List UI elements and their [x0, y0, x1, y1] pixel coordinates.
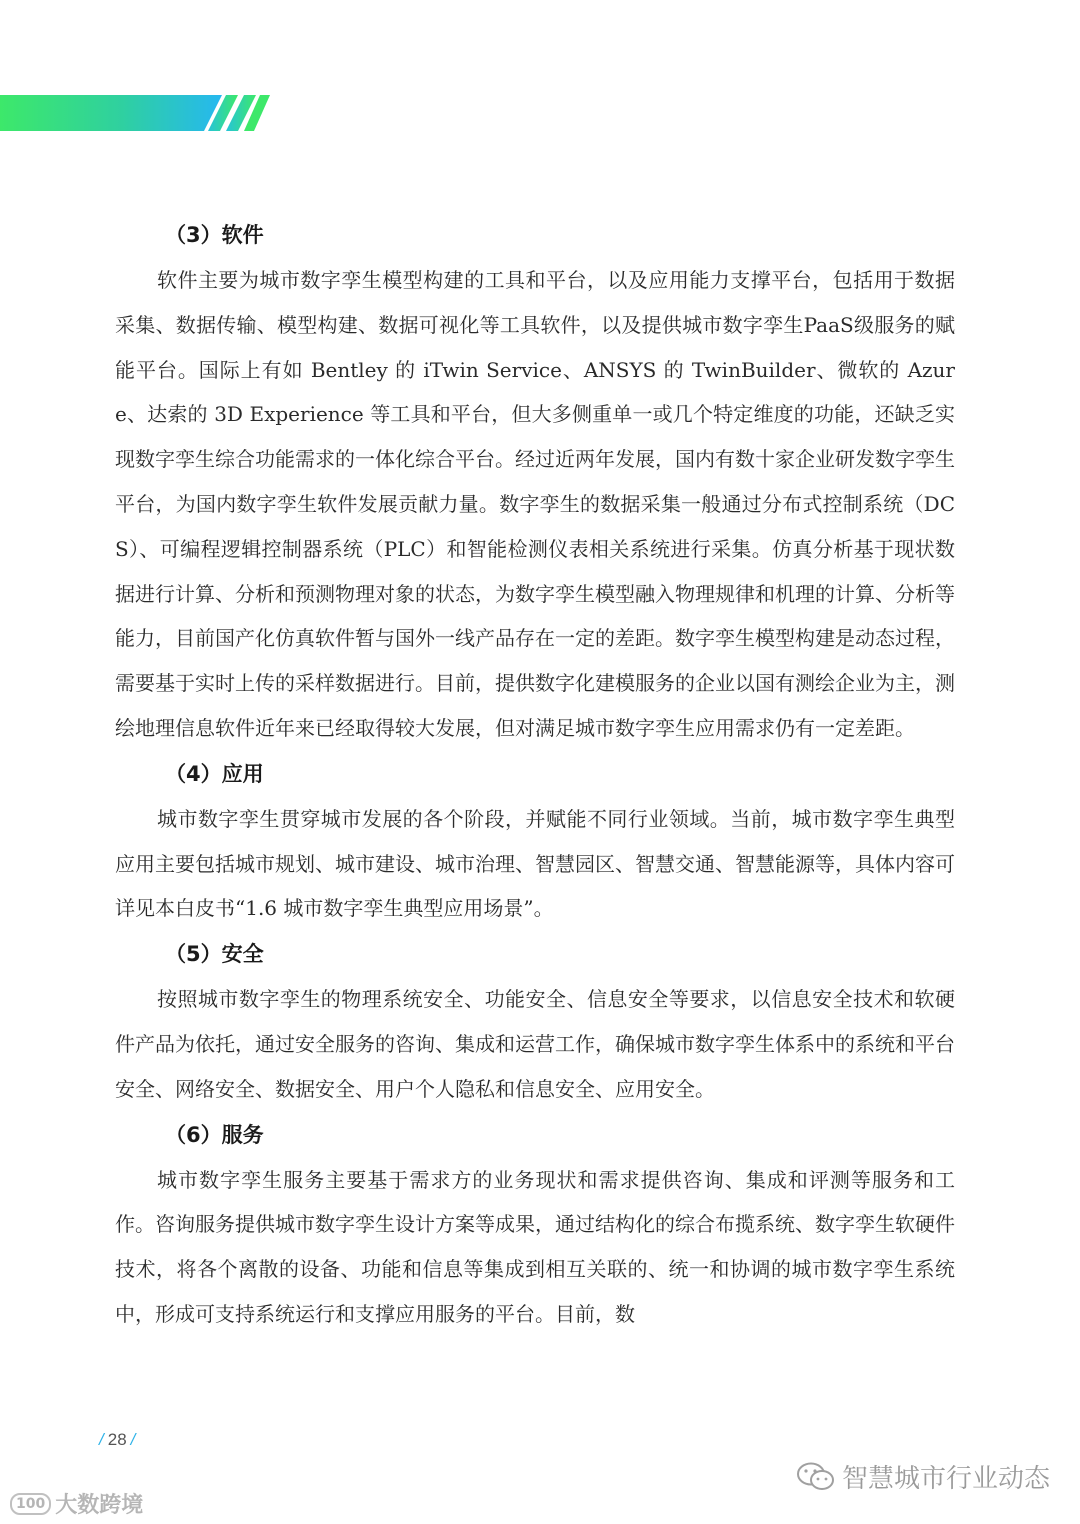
paragraph: 按照城市数字孪生的物理系统安全、功能安全、信息安全等要求，以信息安全技术和软硬件产品为依托，通过安全服务的咨询、集成和运营工作，确保城市数字孪生体系中的系统和平台安全、网络安全、数据安全、用户个人隐私和信息安全、应用安全。: [115, 987, 955, 1101]
section-service: [115, 1112, 955, 1337]
slash-left-icon: /: [99, 1430, 104, 1449]
paragraph: 软件主要为城市数字孪生模型构建的工具和平台，以及应用能力支撑平台，包括用于数据采集、数据传输、模型构建、数据可视化等工具软件，以及提供城市数字孪生PaaS级服务的赋能平台。国际上有如 Bentley 的 iTwin Service、ANSYS 的 TwinBuilder、微软的 Azure、达索的 3D Experience 等工具和平台，但大多侧重单一或几个特定维度的功能，还缺乏实现数字孪生综合功能需求的一体化综合平台。经过近两年发展，国内有数十家企业研发数字孪生平台，为国内数字孪生软件发展贡献力量。数字孪生的数据采集一般通过分布式控制系统（DCS）、可编程逻辑控制器系统（PLC）和智能检测仪表相关系统进行采集。仿真分析基于现状数据进行计算、分析和预测物理对象的状态，为数字孪生模型融入物理规律和机理的计算、分析等能力，目前国产化仿真软件暂与国外一线产品存在一定的差距。数字孪生模型构建是动态过程，需要基于实时上传的采样数据进行。目前，提供数字化建模服务的企业以国有测绘企业为主，测绘地理信息软件近年来已经取得较大发展，但对满足城市数字孪生应用需求仍有一定差距。: [115, 268, 955, 740]
section-software: [115, 212, 955, 751]
paragraph: 城市数字孪生服务主要基于需求方的业务现状和需求提供咨询、集成和评测等服务和工作。咨询服务提供城市数字孪生设计方案等成果，通过结构化的综合布揽系统、数字孪生软硬件技术，将各个离散的设备、功能和信息等集成到相互关联的、统一和协调的城市数字孪生系统中，形成可支持系统运行和支撑应用服务的平台。目前，数: [115, 1167, 955, 1326]
wechat-account-name: 智慧城市行业动态: [841, 1464, 1050, 1494]
site-logo-icon: 100: [10, 1493, 51, 1515]
site-logo-text: 大数跨境: [55, 1493, 144, 1518]
site-watermark: [10, 1488, 143, 1519]
header-gradient-band: [0, 95, 270, 131]
paragraph: 城市数字孪生贯穿城市发展的各个阶段，并赋能不同行业领域。当前，城市数字孪生典型应用主要包括城市规划、城市建设、城市治理、智慧园区、智慧交通、智慧能源等，具体内容可详见本白皮书“1.6 城市数字孪生典型应用场景”。: [115, 806, 955, 921]
document-body: [115, 212, 955, 1337]
section-heading: （5）安全: [165, 942, 264, 967]
wechat-watermark: [796, 1458, 1050, 1495]
wechat-icon: [796, 1461, 836, 1493]
section-heading: （6）服务: [165, 1122, 264, 1147]
slash-right-icon: /: [130, 1430, 136, 1449]
page-number-value: 28: [107, 1430, 127, 1449]
section-application: [115, 751, 955, 931]
section-security: [115, 931, 955, 1111]
page-number: [95, 1430, 139, 1450]
section-heading: （4）应用: [165, 761, 264, 786]
section-heading: （3）软件: [165, 223, 264, 247]
